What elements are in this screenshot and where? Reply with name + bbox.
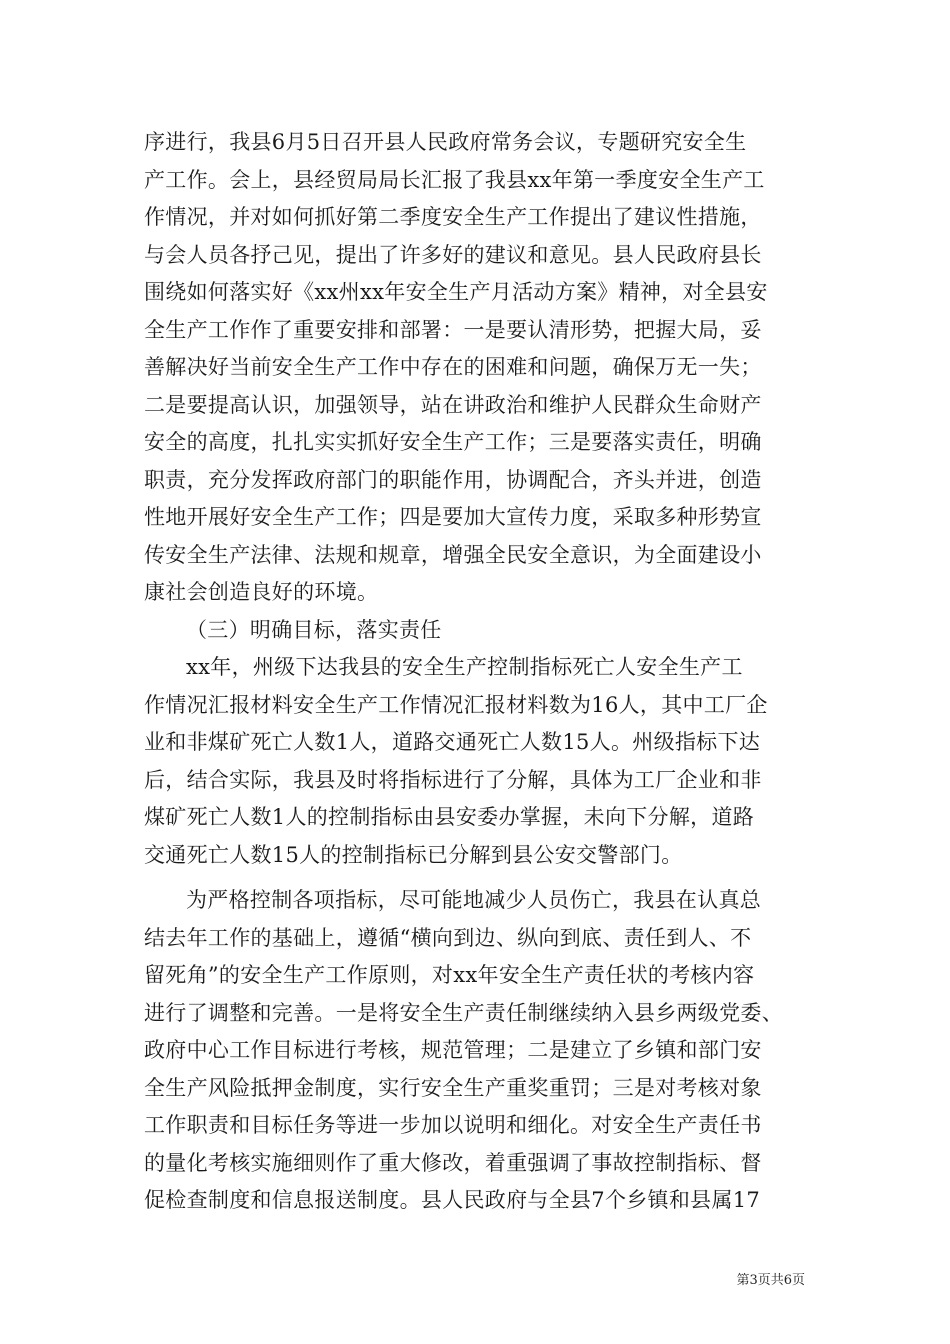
text-line: 留死角”的安全生产工作原则，对xx年安全生产责任状的考核内容 xyxy=(144,963,755,987)
text-line: 交通死亡人数15人的控制指标已分解到县公安交警部门。 xyxy=(144,842,683,867)
text-line: 性地开展好安全生产工作；四是要加大宣传力度，采取多种形势宣 xyxy=(144,505,762,529)
text-line: 的量化考核实施细则作了重大修改，着重强调了事故控制指标、督 xyxy=(144,1150,762,1175)
text-line: 全生产风险抵押金制度，实行安全生产重奖重罚；三是对考核对象 xyxy=(144,1075,762,1100)
page-number: 第3页共6页 xyxy=(736,1273,805,1288)
text-line: 进行了调整和完善。一是将安全生产责任制继续纳入县乡两级党委、 xyxy=(144,1000,783,1025)
text-line: 传安全生产法律、法规和规章，增强全民安全意识，为全面建设小 xyxy=(144,542,762,567)
section-heading: （三）明确目标，落实责任 xyxy=(186,617,442,642)
text-line: 作情况，并对如何抓好第二季度安全生产工作提出了建议性措施， xyxy=(144,205,762,229)
text-line: 产工作。会上，县经贸局局长汇报了我县xx年第一季度安全生产工 xyxy=(144,167,765,192)
text-line: 二是要提高认识，加强领导，站在讲政治和维护人民群众生命财产 xyxy=(144,392,762,417)
text-line: 职责，充分发挥政府部门的职能作用，协调配合，齐头并进，创造 xyxy=(144,467,762,492)
text-line: 全生产工作作了重要安排和部署：一是要认清形势，把握大局，妥 xyxy=(144,317,762,342)
text-line: 作情况汇报材料安全生产工作情况汇报材料数为16人，其中工厂企 xyxy=(144,692,768,717)
text-line: 煤矿死亡人数1人的控制指标由县安委办掌握，未向下分解，道路 xyxy=(144,805,755,829)
text-line: 安全的高度，扎扎实实抓好安全生产工作；三是要落实责任，明确 xyxy=(144,430,762,454)
text-line: 后，结合实际，我县及时将指标进行了分解，具体为工厂企业和非 xyxy=(144,767,762,792)
text-line: 康社会创造良好的环境。 xyxy=(144,580,379,604)
text-line: 与会人员各抒己见，提出了许多好的建议和意见。县人民政府县长 xyxy=(144,242,762,267)
text-line: 业和非煤矿死亡人数1人，道路交通死亡人数15人。州级指标下达 xyxy=(144,730,761,754)
text-line: 政府中心工作目标进行考核，规范管理；二是建立了乡镇和部门安 xyxy=(144,1038,762,1062)
document-body xyxy=(144,124,808,1220)
text-line: 结去年工作的基础上，遵循“横向到边、纵向到底、责任到人、不 xyxy=(144,925,752,950)
text-line: 促检查制度和信息报送制度。县人民政府与全县7个乡镇和县属17 xyxy=(144,1188,761,1212)
text-line: 序进行，我县6月5日召开县人民政府常务会议，专题研究安全生 xyxy=(144,130,747,154)
text-line: 为严格控制各项指标，尽可能地减少人员伤亡，我县在认真总 xyxy=(186,888,762,912)
text-line: 善解决好当前安全生产工作中存在的困难和问题，确保万无一失； xyxy=(144,355,762,379)
text-line: xx年，州级下达我县的安全生产控制指标死亡人安全生产工 xyxy=(186,655,743,679)
text-line: 围绕如何落实好《xx州xx年安全生产月活动方案》精神，对全县安 xyxy=(144,280,768,304)
text-line: 工作职责和目标任务等进一步加以说明和细化。对安全生产责任书 xyxy=(144,1113,762,1137)
